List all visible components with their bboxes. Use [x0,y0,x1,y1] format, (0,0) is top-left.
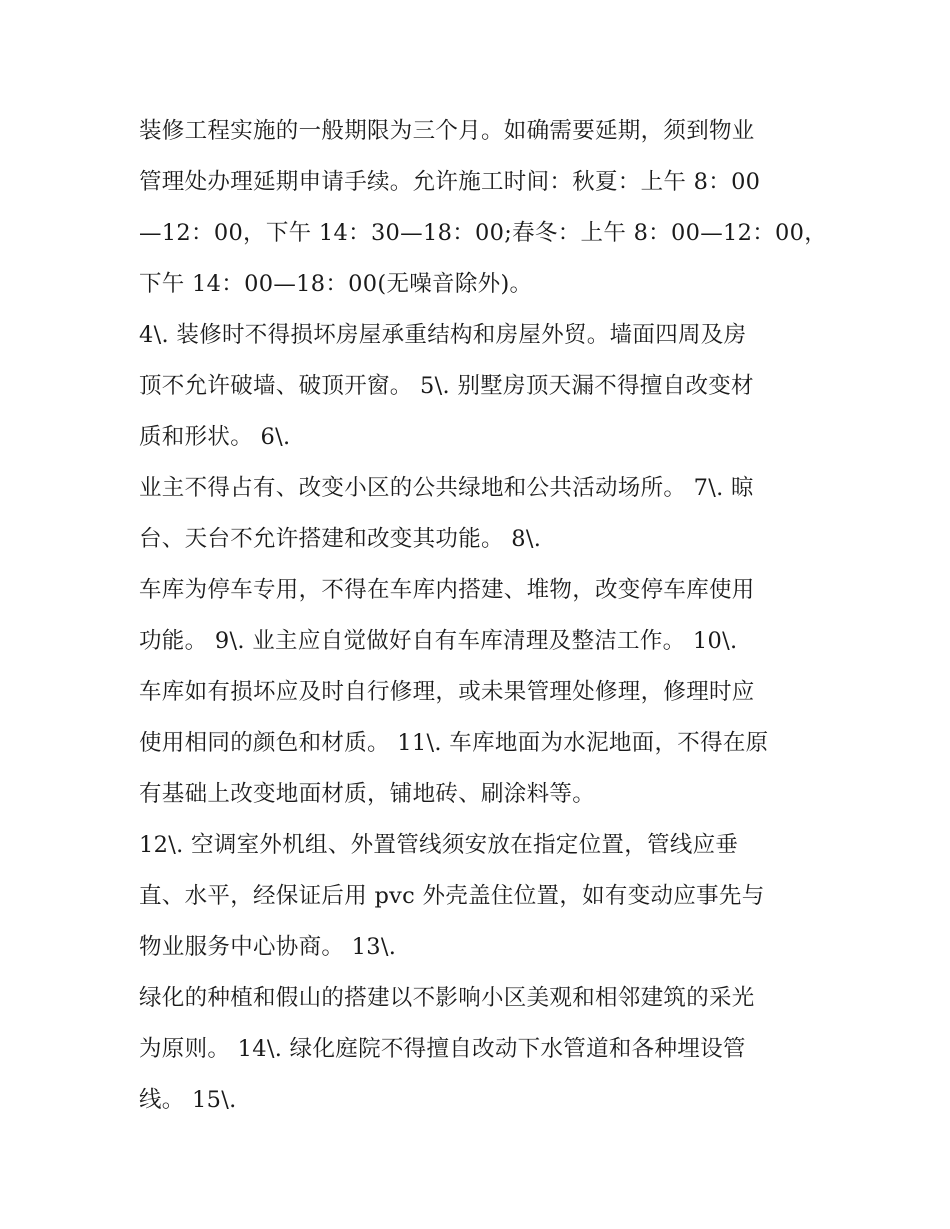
text-line: 物业服务中心协商。 13\. [139,934,397,960]
text-line: 台、天台不允许搭建和改变其功能。 8\. [139,526,542,552]
text-line: 质和形状。 6\. [139,424,291,450]
text-line: 有基础上改变地面材质，铺地砖、刷涂料等。 [139,781,596,807]
text-line: 车库为停车专用，不得在车库内搭建、堆物，改变停车库使用 [139,577,755,603]
text-line: 顶不允许破墙、破顶开窗。 5\. 别墅房顶天漏不得擅自改变材 [139,373,754,399]
text-line: 使用相同的颜色和材质。 11\. 车库地面为水泥地面，不得在原 [139,730,769,756]
text-line: 功能。 9\. 业主应自觉做好自有车库清理及整洁工作。 10\. [139,628,738,654]
text-line: 线。 15\. [139,1087,237,1113]
text-line: 直、水平，经保证后用 pvc 外壳盖住位置，如有变动应事先与 [139,883,765,909]
text-line: —12：00，下午 14：30—18：00;春冬：上午 8：00—12：00， [139,220,828,246]
text-line: 管理处办理延期申请手续。允许施工时间：秋夏：上午 8：00 [139,169,761,195]
body-text [139,106,828,1126]
text-line: 车库如有损坏应及时自行修理，或未果管理处修理，修理时应 [139,679,755,705]
text-line: 12\. 空调室外机组、外置管线须安放在指定位置，管线应垂 [139,832,739,858]
text-line: 绿化的种植和假山的搭建以不影响小区美观和相邻建筑的采光 [139,985,755,1011]
text-line: 装修工程实施的一般期限为三个月。如确需要延期，须到物业 [139,118,755,144]
text-line: 4\. 装修时不得损坏房屋承重结构和房屋外贸。墙面四周及房 [139,322,747,348]
text-line: 为原则。 14\. 绿化庭院不得擅自改动下水管道和各种埋设管 [139,1036,746,1062]
text-line: 下午 14：00—18：00(无噪音除外)。 [139,271,533,297]
text-line: 业主不得占有、改变小区的公共绿地和公共活动场所。 7\. 晾 [139,475,754,501]
